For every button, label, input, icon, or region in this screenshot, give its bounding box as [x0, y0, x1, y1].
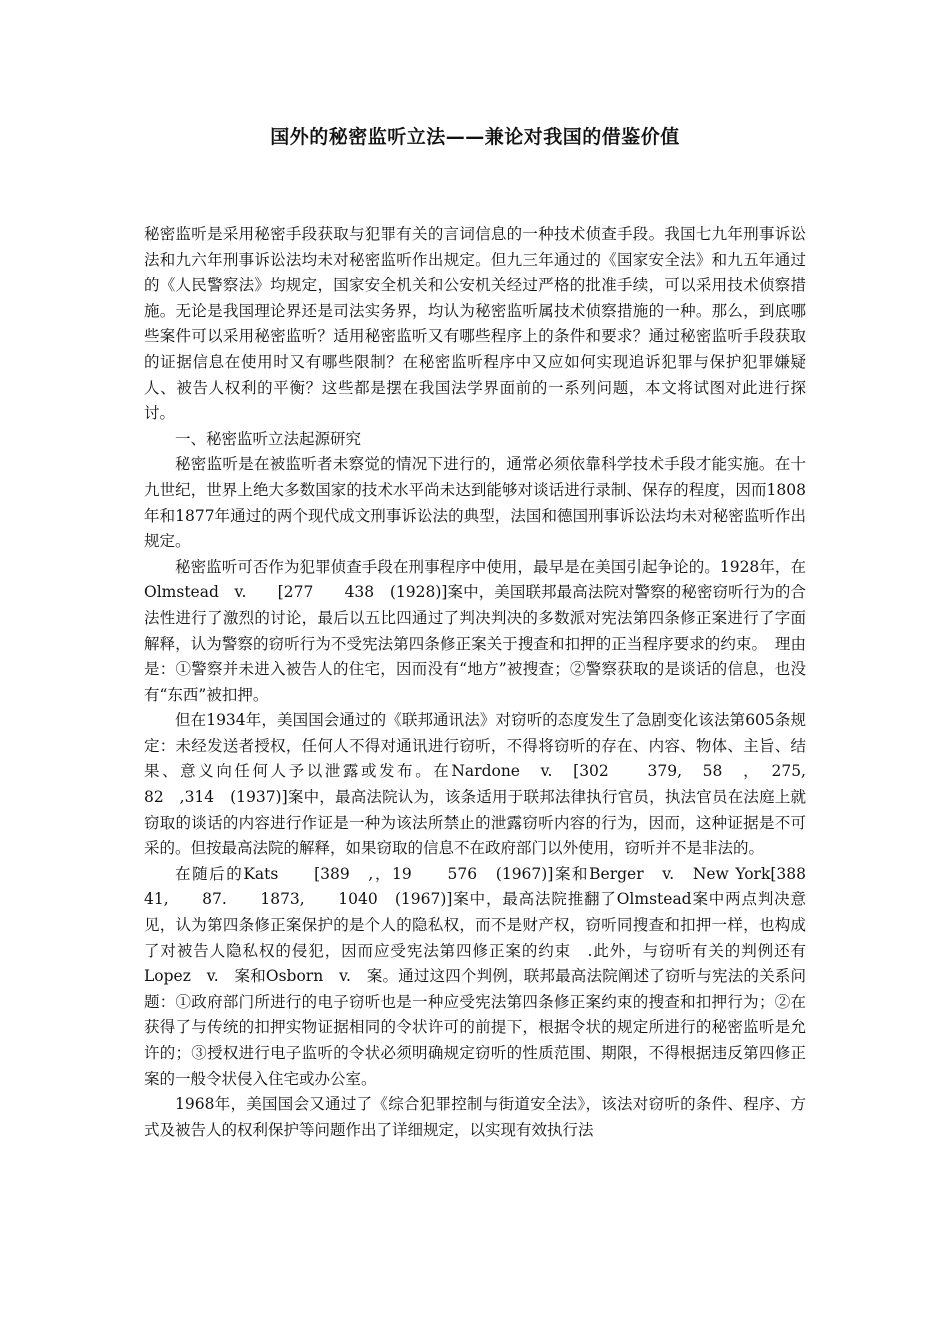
paragraph-intro: 秘密监听是采用秘密手段获取与犯罪有关的言词信息的一种技术侦查手段。我国七九年刑事诉讼法和九六年刑事诉讼法均未对秘密监听作出规定。但九三年通过的《国家安全法》和九五年通过的《人民警察法》均规定，国家安全机关和公安机关经过严格的批准手续，可以采用技术侦察措施。无论是我国理论界还是司法实务界，均认为秘密监听属技术侦察措施的一种。那么，到底哪些案件可以采用秘密监听？适用秘密监听又有哪些程序上的条件和要求？通过秘密监听手段获取的证据信息在使用时又有哪些限制？在秘密监听程序中又应如何实现追诉犯罪与保护犯罪嫌疑人、被告人权利的平衡？这些都是摆在我国法学界面前的一系列问题，本文将试图对此进行探讨。 [144, 225, 806, 423]
document-body [144, 222, 838, 1143]
paragraph: 但在1934年，美国国会通过的《联邦通讯法》对窃听的态度发生了急剧变化该法第605条规定：未经发送者授权，任何人不得对通讯进行窃听，不得将窃听的存在、内容、物体、主旨、结果、意义向任何人予以泄露或发布。在Nardone v. [302 379, 58 ， 275, 82 ,314 (1937)]案中，最高法院认为，该条适用于联邦法律执行官员，执法官员在法庭上就窃取的谈话的内容进行作证是一种为该法所禁止的泄露窃听内容的行为，因而，这种证据是不可采的。但按最高法院的解释，如果窃取的信息不在政府部门以外使用，窃听并不是非法的。 [144, 711, 822, 858]
paragraph: 1968年，美国国会又通过了《综合犯罪控制与街道安全法》，该法对窃听的条件、程序、方式及被告人的权利保护等问题作出了详细规定，以实现有效执行法 [144, 1095, 806, 1139]
paragraph: 在随后的Kats [389 ,，19 576 (1967)]案和Berger v. New York[388 41, 87. 1873, 1040 (1967)]案中，最高法院推翻了Olmstead案中两点判决意见，认为第四条修正案保护的是个人的隐私权，而不是财产权，窃听同搜查和扣押一样，也构成了对被告人隐私权的侵犯，因而应受宪法第四修正案的约束 .此外，与窃听有关的判例还有Lopez v. 案和Osborn v. 案。通过这四个判例，联邦最高法院阐述了窃听与宪法的关系问题：①政府部门所进行的电子窃听也是一种应受宪法第四条修正案约束的搜查和扣押行为；②在获得了与传统的扣押实物证据相同的令状许可的前提下，根据令状的规定所进行的秘密监听是允许的；③授权进行电子监听的令状必须明确规定窃听的性质范围、期限，不得根据违反第四修正案的一般令状侵入住宅或办公室。 [144, 864, 838, 1088]
section-heading-1: 一、秘密监听立法起源研究 [175, 429, 362, 448]
paragraph: 秘密监听可否作为犯罪侦查手段在刑事程序中使用，最早是在美国引起争论的。1928年，在Olmstead v. [277 438 (1928)]案中，美国联邦最高法院对警察的秘密窃听行为的合法性进行了激烈的讨论，最后以五比四通过了判决判决的多数派对宪法第四条修正案进行了字面解释，认为警察的窃听行为不受宪法第四条修正案关于搜查和扣押的正当程序要求的约束。 理由是：①警察并未进入被告人的住宅，因而没有“地方”被搜查；②警察获取的是谈话的信息，也没有“东西”被扣押。 [144, 557, 806, 704]
document-title: 国外的秘密监听立法——兼论对我国的借鉴价值 [270, 126, 680, 148]
paragraph: 秘密监听是在被监听者未察觉的情况下进行的，通常必须依靠科学技术手段才能实施。在十九世纪，世界上绝大多数国家的技术水平尚未达到能够对谈话进行录制、保存的程度，因而1808年和1877年通过的两个现代成文刑事诉讼法的典型，法国和德国刑事诉讼法均未对秘密监听作出规定。 [144, 455, 806, 551]
